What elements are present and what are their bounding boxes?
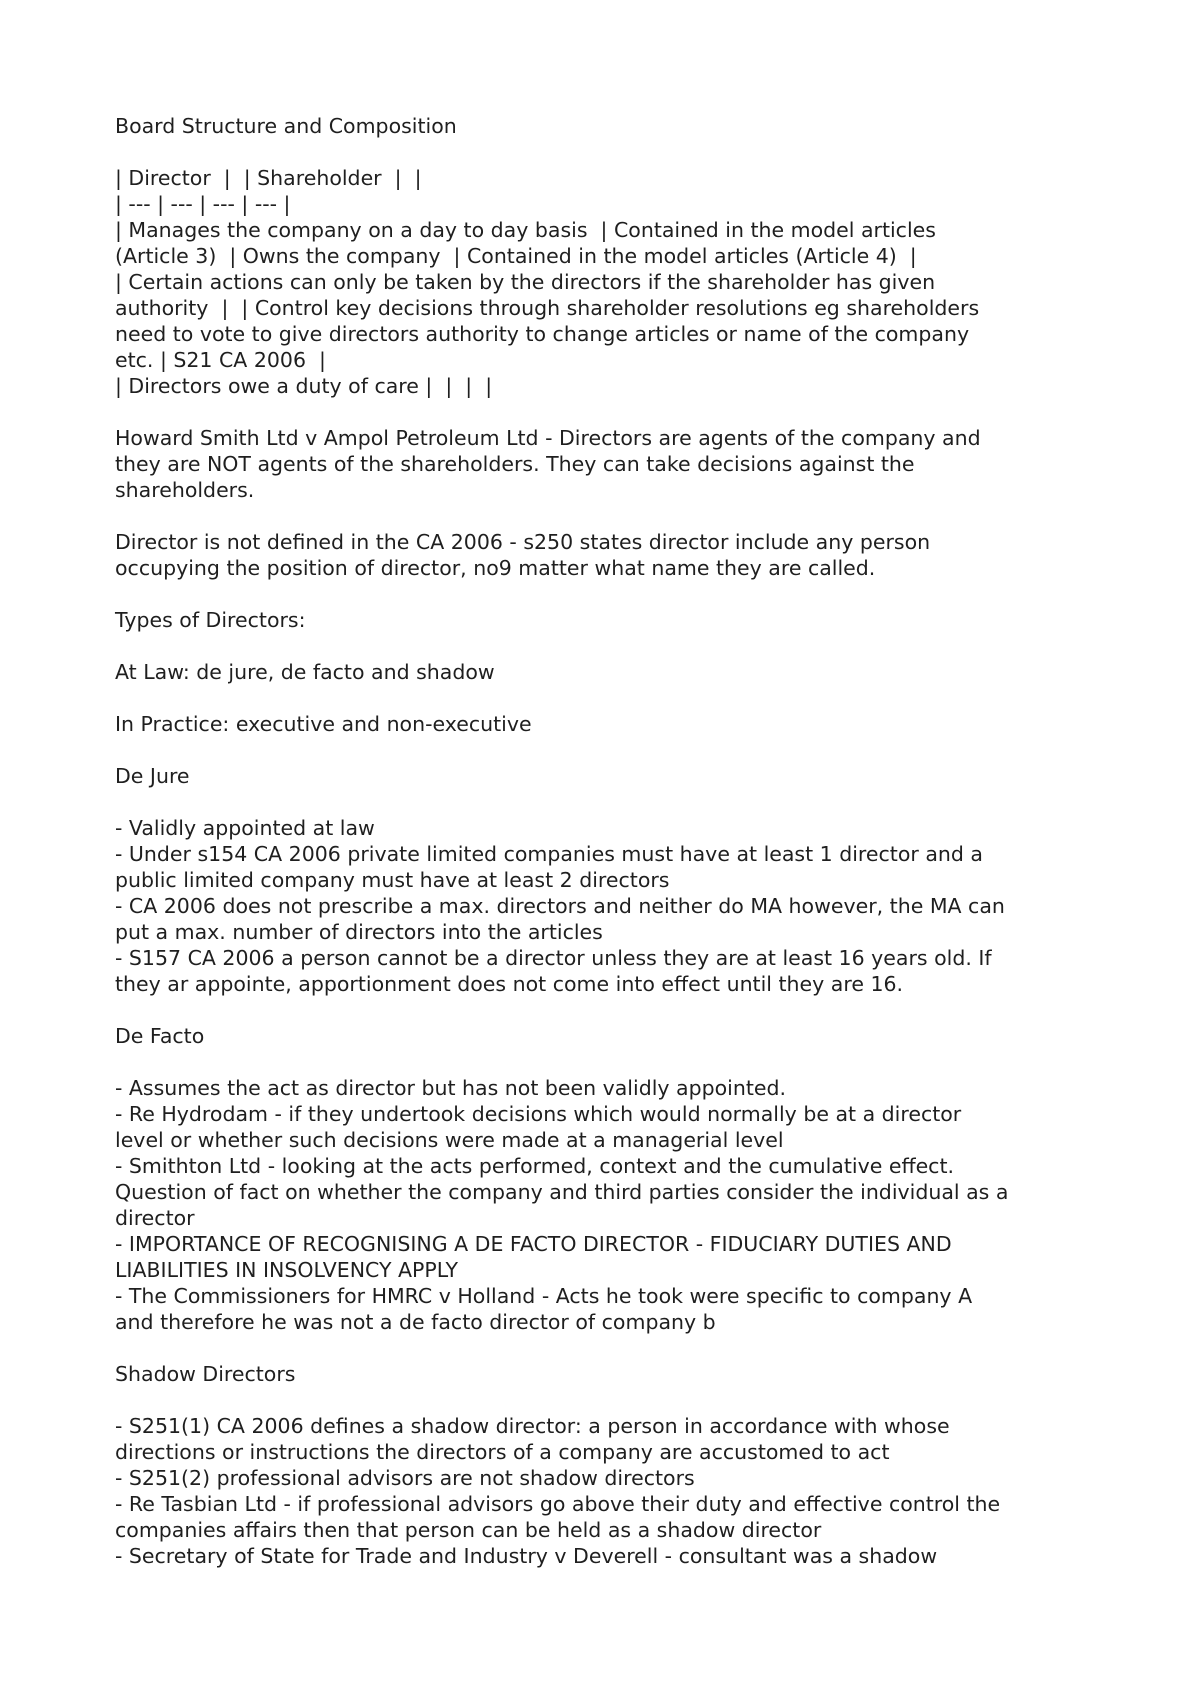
text-line: | Directors owe a duty of care | | | | xyxy=(115,374,493,398)
text-line: directions or instructions the directors of a company are accustomed to act xyxy=(115,1440,890,1464)
text-line: In Practice: executive and non-executive xyxy=(115,712,532,736)
text-line: At Law: de jure, de facto and shadow xyxy=(115,660,495,684)
text-line: - Assumes the act as director but has not been validly appointed. xyxy=(115,1076,787,1100)
text-line: | --- | --- | --- | --- | xyxy=(115,192,291,216)
text-line: (Article 3) | Owns the company | Contained in the model articles (Article 4) | xyxy=(115,244,917,268)
blank-line xyxy=(115,503,1115,529)
text-line: - Re Hydrodam - if they undertook decisions which would normally be at a director xyxy=(115,1102,962,1126)
text-line: | Certain actions can only be taken by the directors if the shareholder has given xyxy=(115,270,936,294)
text-line: - S157 CA 2006 a person cannot be a director unless they are at least 16 years old. If xyxy=(115,946,992,970)
text-line: and therefore he was not a de facto director of company b xyxy=(115,1310,716,1334)
blank-line xyxy=(115,685,1115,711)
blank-line xyxy=(115,737,1115,763)
text-line: level or whether such decisions were made at a managerial level xyxy=(115,1128,784,1152)
text-line: authority | | Control key decisions through shareholder resolutions eg shareholders xyxy=(115,296,980,320)
blank-line xyxy=(115,1049,1115,1075)
text-line: occupying the position of director, no9 matter what name they are called. xyxy=(115,556,876,580)
text-line: | Manages the company on a day to day basis | Contained in the model articles xyxy=(115,218,936,242)
blank-line xyxy=(115,581,1115,607)
document-body xyxy=(115,113,1115,1569)
text-line: Board Structure and Composition xyxy=(115,114,457,138)
text-line: LIABILITIES IN INSOLVENCY APPLY xyxy=(115,1258,458,1282)
text-line: - CA 2006 does not prescribe a max. directors and neither do MA however, the MA can xyxy=(115,894,1005,918)
text-line: | Director | | Shareholder | | xyxy=(115,166,422,190)
text-line: Question of fact on whether the company and third parties consider the individual as a xyxy=(115,1180,1009,1204)
text-line: - Re Tasbian Ltd - if professional advisors go above their duty and effective control the xyxy=(115,1492,1001,1516)
blank-line xyxy=(115,399,1115,425)
text-line: director xyxy=(115,1206,195,1230)
text-line: - Validly appointed at law xyxy=(115,816,375,840)
text-line: De Facto xyxy=(115,1024,205,1048)
text-line: public limited company must have at least 2 directors xyxy=(115,868,670,892)
text-line: - S251(1) CA 2006 defines a shadow director: a person in accordance with whose xyxy=(115,1414,950,1438)
text-line: need to vote to give directors authority to change articles or name of the company xyxy=(115,322,970,346)
text-line: Director is not defined in the CA 2006 - s250 states director include any person xyxy=(115,530,931,554)
text-line: they are NOT agents of the shareholders. They can take decisions against the xyxy=(115,452,915,476)
text-line: shareholders. xyxy=(115,478,255,502)
blank-line xyxy=(115,997,1115,1023)
text-line: - Secretary of State for Trade and Industry v Deverell - consultant was a shadow xyxy=(115,1544,938,1568)
blank-line xyxy=(115,139,1115,165)
text-line: Howard Smith Ltd v Ampol Petroleum Ltd - Directors are agents of the company and xyxy=(115,426,981,450)
text-line: - Smithton Ltd - looking at the acts performed, context and the cumulative effect. xyxy=(115,1154,955,1178)
text-line: etc. | S21 CA 2006 | xyxy=(115,348,326,372)
blank-line xyxy=(115,789,1115,815)
blank-line xyxy=(115,1387,1115,1413)
text-line: - The Commissioners for HMRC v Holland - Acts he took were specific to company A xyxy=(115,1284,973,1308)
text-line: put a max. number of directors into the articles xyxy=(115,920,603,944)
text-line: Shadow Directors xyxy=(115,1362,296,1386)
text-line: Types of Directors: xyxy=(115,608,306,632)
blank-line xyxy=(115,1335,1115,1361)
text-line: they ar appointe, apportionment does not come into effect until they are 16. xyxy=(115,972,904,996)
text-line: - IMPORTANCE OF RECOGNISING A DE FACTO DIRECTOR - FIDUCIARY DUTIES AND xyxy=(115,1232,952,1256)
text-line: companies affairs then that person can be held as a shadow director xyxy=(115,1518,822,1542)
text-line: - S251(2) professional advisors are not shadow directors xyxy=(115,1466,695,1490)
text-line: De Jure xyxy=(115,764,190,788)
text-line: - Under s154 CA 2006 private limited companies must have at least 1 director and a xyxy=(115,842,983,866)
blank-line xyxy=(115,633,1115,659)
